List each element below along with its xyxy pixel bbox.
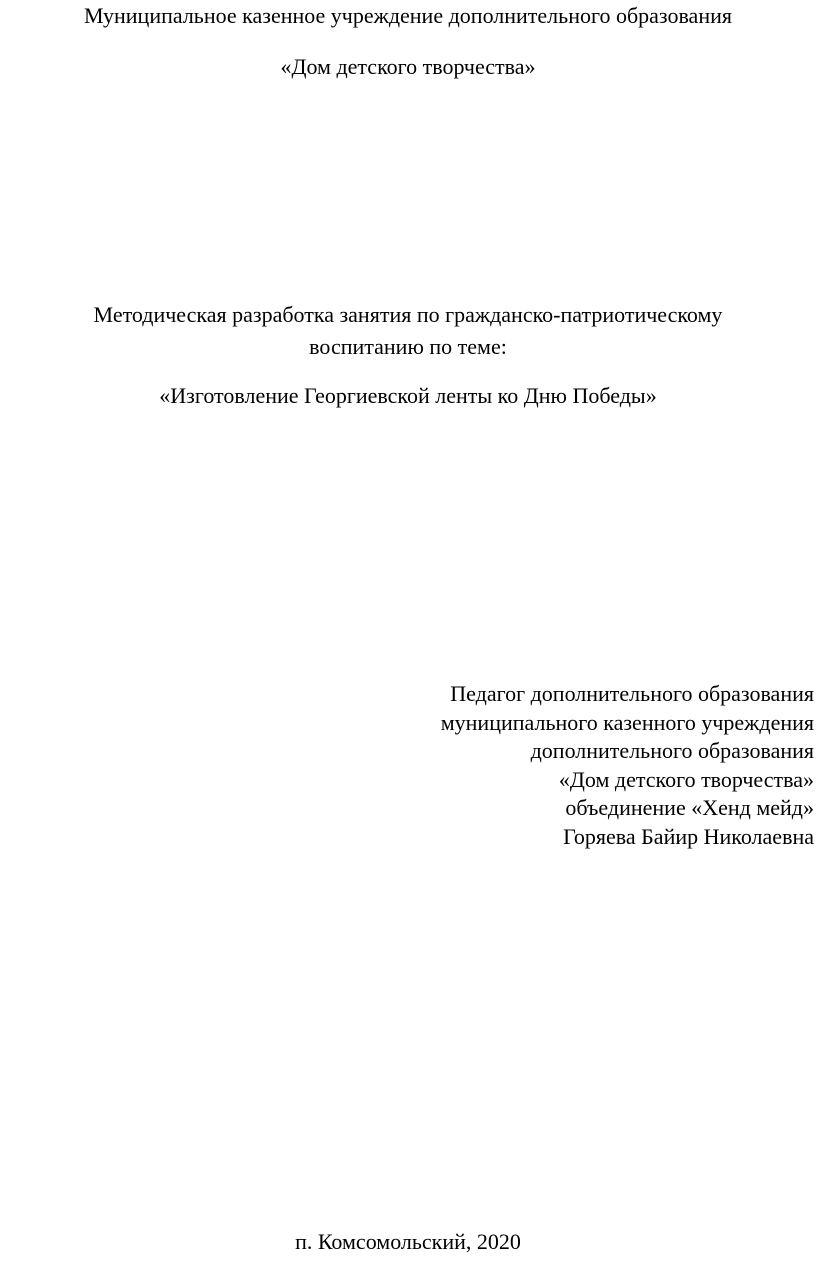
author-club: объединение «Хенд мейд» [565,795,814,820]
place-and-year: п. Комсомольский, 2020 [295,1229,521,1254]
title-line-2: воспитанию по теме: [309,334,507,359]
title-line-1: Методическая разработка занятия по гражданско-патриотическому [93,302,723,327]
lesson-topic: «Изготовление Георгиевской ленты ко Дню Победы» [159,383,657,408]
institution-short-name: «Дом детского творчества» [280,54,536,79]
author-institution: муниципального казенного учреждения [440,709,814,735]
author-block [441,680,814,851]
author-institution-name: «Дом детского творчества» [558,766,814,792]
author-name: Горяева Байир Николаевна [563,823,814,849]
author-position: Педагог дополнительного образования [450,681,814,706]
institution-name: Муниципальное казенное учреждение дополнительного образования [83,3,732,28]
author-institution-type: дополнительного образования [530,738,814,763]
